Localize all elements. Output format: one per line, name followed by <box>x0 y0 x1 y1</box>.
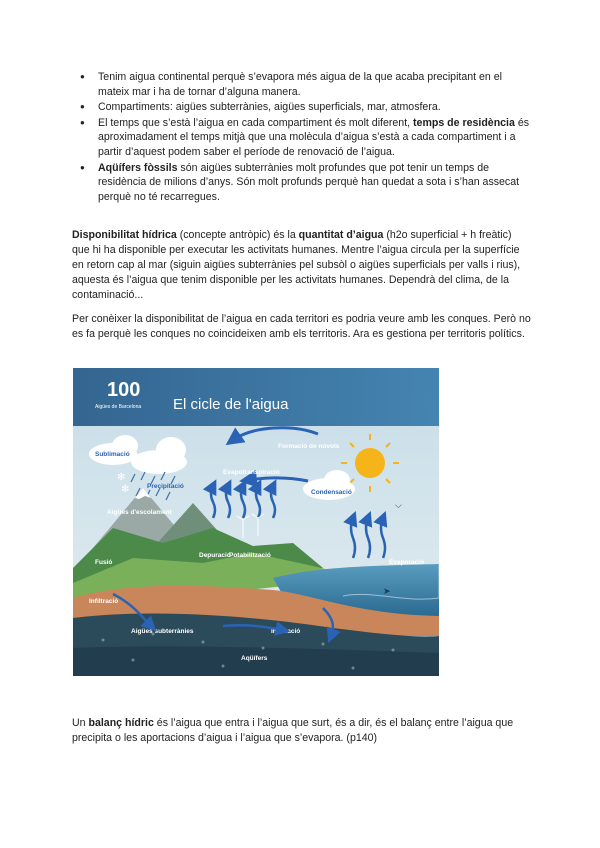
fish-icon: ➤ <box>383 586 391 596</box>
bullet-text: ● Tenim aigua continental perquè s’evapora més aigua de la que acaba precipitant en el mateix mar i ha de tornar d’alguna manera. <box>98 71 503 98</box>
sun-icon <box>355 448 385 478</box>
label-depuracio: Depuració <box>199 552 231 559</box>
figure-title: El cicle de l'aigua <box>173 396 289 413</box>
term-aquifers-fossils: Aqüífers fòssils <box>98 161 178 174</box>
bullet-item <box>92 70 532 99</box>
bullet-item <box>92 116 532 160</box>
label-sublimacio: Sublimació <box>95 451 130 458</box>
bullet-list <box>92 70 532 205</box>
svg-text:100: 100 <box>107 379 141 401</box>
bullet-text: ● Aqüífers fòssils són aigües subterrànies molt profundes que pot tenir un temps de residència de milions d’anys. Són molt profunds perquè han quedat a sota i s’han assecat perquè no té recarregues. <box>98 161 520 203</box>
label-subterranies: Aigües subterrànies <box>131 628 194 635</box>
term-temps-residencia: temps de residència <box>413 116 515 129</box>
label-evaporacio: Evaporació <box>389 559 425 566</box>
water-cycle-figure <box>73 368 439 676</box>
label-formacio: Formació de núvols <box>278 443 340 450</box>
snowflake-icon: ✻ <box>121 484 130 495</box>
bullet-item <box>92 161 532 205</box>
label-desglac: Aigües d'escolament <box>107 509 172 516</box>
label-infiltracio-1: Infiltració <box>89 598 119 605</box>
label-evapotrans: Evapotranspiració <box>223 469 280 476</box>
paragraph-balanc: Un balanç hídric és l’aigua que entra i l’aigua que surt, és a dir, és el balanç entre l’aigua que precipita o les aportacions d’aigua i l’aigua que s’evapora. (p140) <box>72 717 514 744</box>
snowflake-icon: ✻ <box>117 472 126 483</box>
label-potabilitzacio: Potabilització <box>229 552 271 559</box>
svg-text:Aigües de Barcelona: Aigües de Barcelona <box>95 404 142 410</box>
label-precipitacio: Precipitació <box>147 483 184 490</box>
paragraph-disponibilitat: Disponibilitat hídrica (concepte antròpic) és la quantitat d’aigua (h2o superficial + h freàtic) que hi ha disponible per executar les activitats humanes. Mentre l’aigua circula per la superfície en retorn cap al mar (siguin aigües subterrànies pel subsòl o aigües superficials per valls i rius), aquesta és l’aigua que tenim disponible per les activitats humanes. Dependrà del clima, de la contaminació... <box>72 229 521 301</box>
label-condensacio: Condensació <box>311 489 352 496</box>
paragraph-conques: Per conèixer la disponibilitat de l’aigua en cada territori es podria veure amb les conques. Però no es fa perquè les conques no coincideixen amb els territoris. Ara es gestiona per territoris polítics. <box>72 313 531 340</box>
bird-icon: ⌵ <box>395 500 402 510</box>
bullet-text: ● Compartiments: aigües subterrànies, aigües superficials, mar, atmosfera. <box>98 101 441 114</box>
label-fusio: Fusió <box>95 559 113 566</box>
bullet-item <box>92 100 532 115</box>
bullet-text: ● El temps que s’està l’aigua en cada compartiment és molt diferent, temps de residència és aproximadament el temps mitjà que una molècula d’aigua s’està a cada compartiment i a partir d’aquest podem saber el període de renovació de l’aigua. <box>98 116 530 158</box>
label-infiltracio-2: Infiltració <box>271 628 301 635</box>
label-aquifers: Aqüífers <box>241 655 268 662</box>
